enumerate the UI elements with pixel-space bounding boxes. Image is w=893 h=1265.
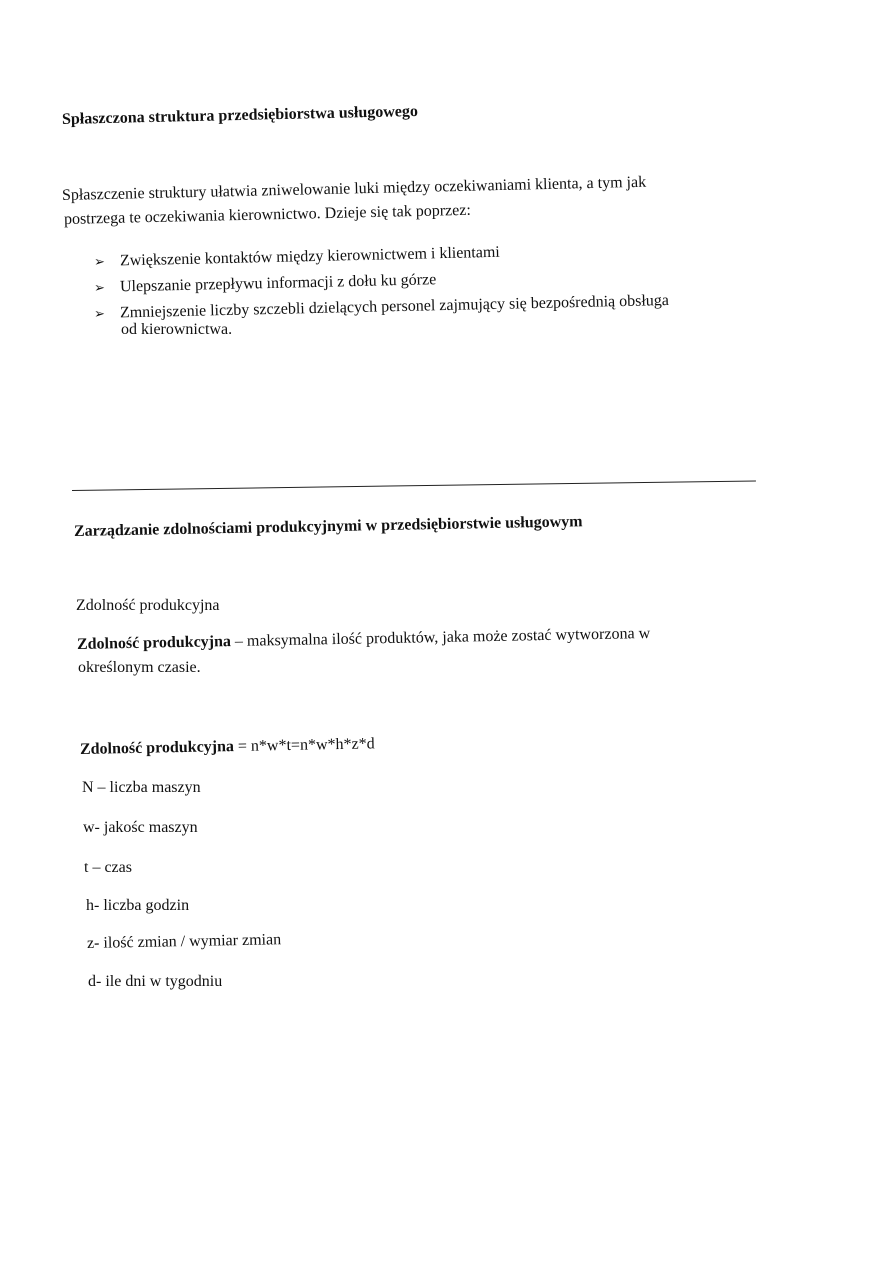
- variable-item: N – liczba maszyn: [82, 779, 201, 796]
- list-item: [94, 243, 500, 273]
- bullet-text: Zmniejszenie liczby szczebli dzielących personel zajmujący się bezpośrednią obsługa: [119, 291, 670, 322]
- definition-text: – maksymalna ilość produktów, jaka może zostać wytworzona w: [230, 624, 651, 651]
- section2-title: Zarządzanie zdolnościami produkcyjnymi w przedsiębiorstwie usługowym: [73, 513, 583, 540]
- variable-item: z- ilość zmian / wymiar zmian: [86, 931, 282, 952]
- section-divider: [72, 480, 756, 491]
- section1-intro-line1: Spłaszczenie struktury ułatwia zniwelowanie luki między oczekiwaniami klienta, a tym jak: [61, 173, 647, 204]
- section2-subtitle: Zdolność produkcyjna: [76, 597, 220, 614]
- list-item: [94, 270, 437, 299]
- section1-intro-line2: postrzega te oczekiwania kierownictwo. Dzieje się tak poprzez:: [63, 201, 472, 228]
- bullet-text: Zwiększenie kontaktów między kierownictwem i klientami: [119, 243, 500, 270]
- arrow-bullet-icon: ➢: [93, 254, 106, 270]
- definition-term: Zdolność produkcyjna: [76, 633, 232, 653]
- formula-text: = n*w*t=n*w*h*z*d: [233, 735, 375, 756]
- formula-line: [80, 734, 375, 760]
- variable-item: h- liczba godzin: [86, 897, 190, 914]
- bullet-text: Ulepszanie przepływu informacji z dołu ku górze: [119, 271, 437, 296]
- arrow-bullet-icon: ➢: [93, 280, 106, 296]
- definition-line2: określonym czasie.: [78, 659, 201, 676]
- variable-item: w- jakośc maszyn: [83, 819, 198, 836]
- variable-item: t – czas: [84, 859, 132, 876]
- formula-term: Zdolność produkcyjna: [79, 738, 235, 758]
- section1-title: Spłaszczona struktura przedsiębiorstwa usługowego: [61, 102, 419, 128]
- variable-item: d- ile dni w tygodniu: [88, 973, 223, 990]
- bullet-continuation: od kierownictwa.: [121, 321, 233, 338]
- arrow-bullet-icon: ➢: [93, 306, 106, 322]
- definition-line1: [77, 624, 651, 655]
